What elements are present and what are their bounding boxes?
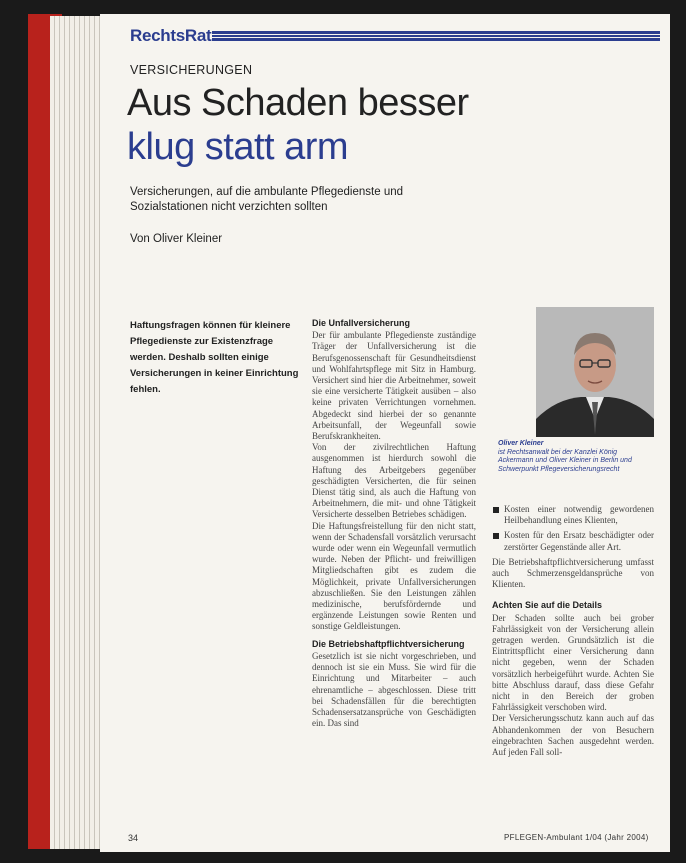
intro-paragraph: Haftungsfragen können für kleinere Pflegedienste zur Existenzfrage werden. Deshalb sollten einige Versicherungen in keiner Einrichtung fehlen. <box>130 320 299 395</box>
paragraph: Der Versicherungsschutz kann auch auf das Abhandenkommen der von Besuchern eingebrachten Sachen ausgedehnt werden. Auf jeden Fall soll- <box>492 713 654 758</box>
column-middle <box>312 318 476 729</box>
subhead-details: Achten Sie auf die Details <box>492 600 603 611</box>
photo-caption <box>498 440 654 474</box>
header-rule <box>212 31 660 41</box>
bullet-item: Kosten für den Ersatz beschädigter oder zerstörter Gegenstände aller Art. <box>492 530 654 552</box>
subhead-unfallversicherung: Die Unfallversicherung <box>312 318 411 328</box>
caption-name: Oliver Kleiner <box>498 440 544 447</box>
caption-text: ist Rechtsanwalt bei der Kanzlei König Ackermann und Oliver Kleiner in Berlin und Schwerpunkt Pflegeversicherungsrecht <box>498 448 632 473</box>
byline: Von Oliver Kleiner <box>130 233 223 245</box>
author-portrait-image <box>536 307 654 437</box>
section-label: VERSICHERUNGEN <box>130 63 253 77</box>
magazine-page <box>100 14 670 852</box>
column-right <box>492 504 654 758</box>
page-number: 34 <box>128 833 139 843</box>
author-photo <box>536 307 654 437</box>
deck: Versicherungen, auf die ambulante Pflegedienste und Sozialstationen nicht verzichten sollten <box>130 186 404 213</box>
headline-line-1: Aus Schaden besser <box>127 82 469 124</box>
paragraph: Der Schaden sollte auch bei grober Fahrlässigkeit von der Versicherung allein getragen werden. Grundsätzlich ist die Eintrittspflicht einer Versicherung dann nicht gegeben, wenn der Schaden vorsätzlich herbeigeführt wurde. Achten Sie bitte Abschluss darauf, dass diese Gefahr nicht in den Bereich der groben Fahrlässigkeit verschoben wird. <box>492 612 654 713</box>
header-label: RechtsRat <box>130 26 212 45</box>
bullet-item: Kosten einer notwendig gewordenen Heilbehandlung eines Klienten, <box>492 504 654 526</box>
footer-publication: PFLEGEN-Ambulant 1/04 (Jahr 2004) <box>504 833 649 842</box>
paragraph: Die Haftungsfreistellung für den nicht statt, wenn der Schadensfall vorsätzlich verursacht wurde oder wenn ein Wegeunfall vermutlich wurde. Neben der Pflicht- und freiwilligen Mitgliedschaften gibt es zudem die Möglichkeit, private Unfallversicherungen abzuschließen. Sie den Leistungen zählen medizinische, berufsfördernde und ergänzende Leistungen sowie Renten und sonstige Geldleistungen. <box>312 520 476 632</box>
headline-line-2: klug statt arm <box>127 126 349 168</box>
paragraph: Die Betriebshaftpflichtversicherung umfasst auch Schmerzensgeldansprüche von Klienten. <box>492 556 654 590</box>
paragraph: Der für ambulante Pflegedienste zuständige Träger der Unfallversicherung ist die Berufsgenossenschaft für Gesundheitsdienst und Wohlfahrtspflege mit Sitz in Hamburg. Versichert sind hier die Arbeitnehmer, soweit sie eine versicherte Tätigkeit ausüben – also keine privaten Verrichtungen vornehmen. Abgedeckt sind hierbei der so genannte Arbeitsunfall, der Wegeunfall sowie Berufskrankheiten. <box>312 330 476 442</box>
paragraph: Gesetzlich ist sie nicht vorgeschrieben, und dennoch ist sie ein Muss. Sie wird für die Einrichtung und Mitarbeiter – auch ehrenamtliche – abgeschlossen. Diese tritt bei Schadensfällen für die berechtigten Schadensersatzansprüche von Geschädigten ein. Das sind <box>312 650 476 729</box>
subhead-betriebshaftpflicht: Die Betriebshaftpflichtversicherung <box>312 638 465 649</box>
paragraph: Von der zivilrechtlichen Haftung ausgenommen ist hierdurch sowohl die Haftung des Arbeitgebers gegenüber geschädigten Versicherten, die für seinen Dienst tätig sind, als auch die Haftung von Arbeitnehmern, die mit- und ohne Tätigkeit Versicherte desselben Betriebes schädigen. <box>312 442 476 520</box>
